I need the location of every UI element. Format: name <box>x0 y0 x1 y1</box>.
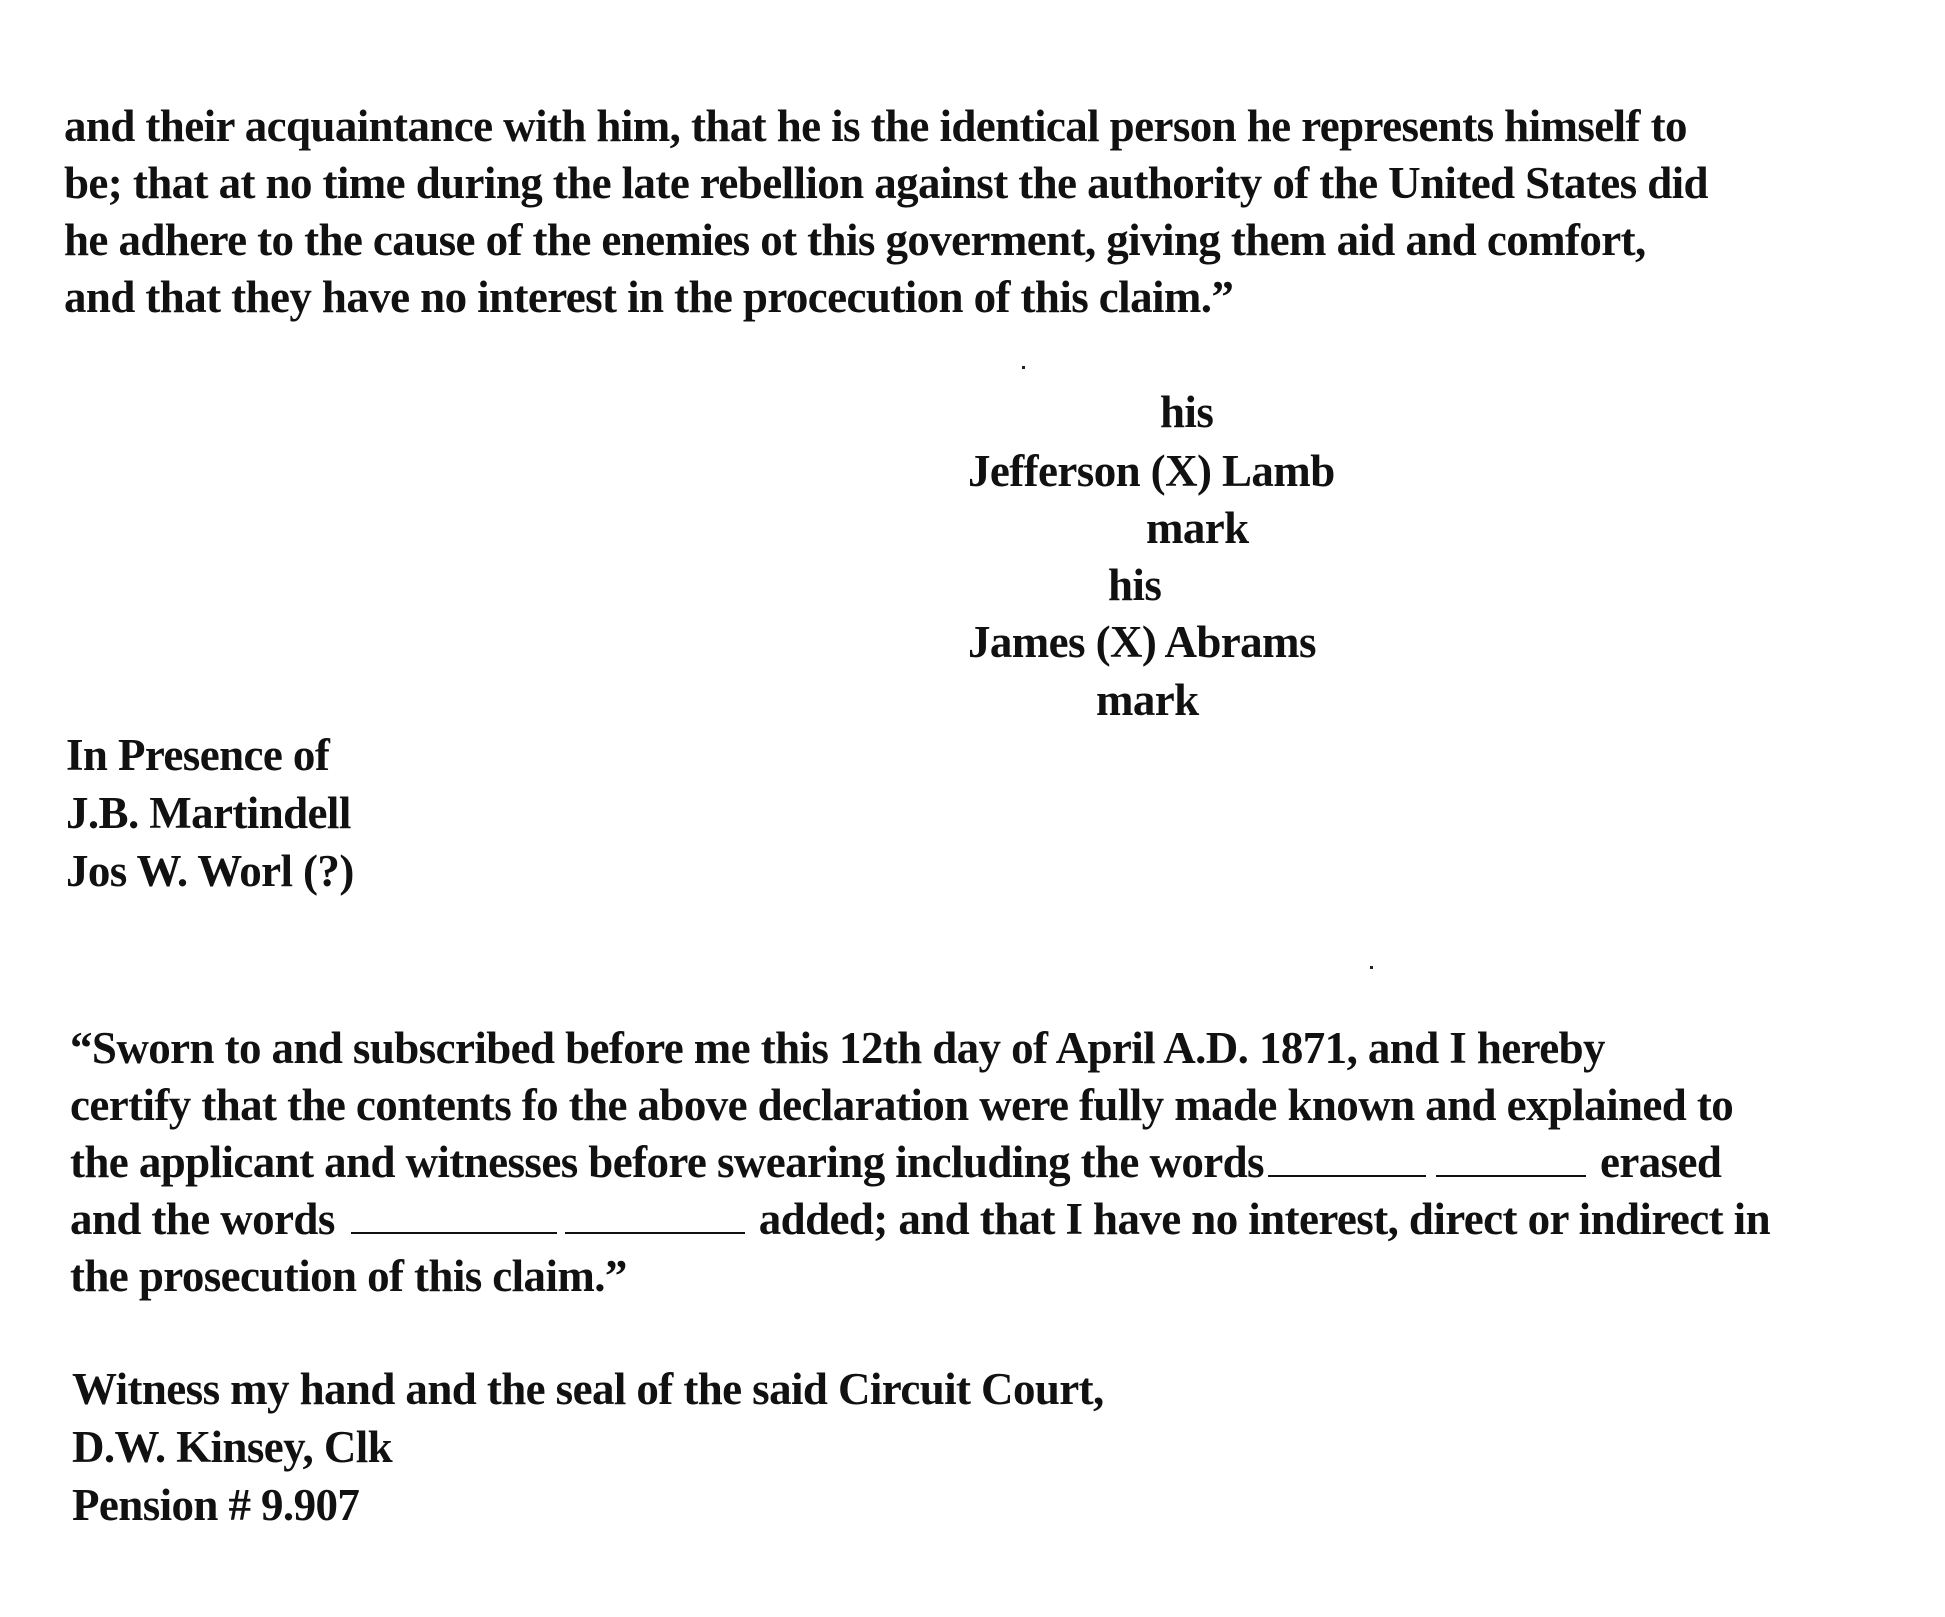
witness-heading: In Presence of <box>66 730 330 780</box>
declaration-paragraph <box>64 98 1708 326</box>
declaration-line: and that they have no interest in the procecution of this claim.” <box>64 272 1234 322</box>
signature-mark-label: mark <box>1096 675 1199 725</box>
certification-line <box>70 1191 1770 1248</box>
certification-line: certify that the contents fo the above declaration were fully made known and explained to <box>70 1080 1734 1130</box>
certification-text: added; and that I have no interest, direct or indirect in <box>758 1194 1771 1244</box>
certification-line: “Sworn to and subscribed before me this 12th day of April A.D. 1871, and I hereby <box>70 1023 1605 1073</box>
witness-name: J.B. Martindell <box>66 788 351 838</box>
signature-his-label: his <box>1108 560 1162 610</box>
declaration-line: be; that at no time during the late rebellion against the authority of the United States did <box>64 158 1708 208</box>
signature-name-jefferson-lamb: Jefferson (X) Lamb <box>968 446 1335 496</box>
clerk-name: D.W. Kinsey, Clk <box>72 1422 393 1472</box>
certification-text: the applicant and witnesses before swearing including the words <box>70 1137 1264 1187</box>
certification-text: erased <box>1599 1137 1722 1187</box>
witness-hand-line: Witness my hand and the seal of the said Circuit Court, <box>72 1364 1104 1414</box>
certification-line <box>70 1134 1770 1191</box>
closing-block <box>72 1360 1104 1534</box>
blank-field <box>351 1192 557 1234</box>
certification-text: and the words <box>70 1194 335 1244</box>
witness-name: Jos W. Worl (?) <box>66 846 354 896</box>
blank-field <box>1268 1135 1426 1177</box>
blank-field <box>1436 1135 1586 1177</box>
witness-block <box>66 726 354 900</box>
pension-number: Pension # 9.907 <box>72 1480 360 1530</box>
signature-his-label: his <box>1160 387 1214 437</box>
certification-line: the prosecution of this claim.” <box>70 1251 627 1301</box>
declaration-line: and their acquaintance with him, that he is the identical person he represents himself to <box>64 101 1687 151</box>
scan-speck <box>1370 966 1373 969</box>
declaration-line: he adhere to the cause of the enemies ot this goverment, giving them aid and comfort, <box>64 215 1646 265</box>
signature-name-james-abrams: James (X) Abrams <box>968 617 1316 667</box>
scan-speck <box>1022 366 1025 369</box>
certification-paragraph <box>70 1020 1770 1305</box>
signature-mark-label: mark <box>1146 503 1249 553</box>
blank-field <box>565 1192 745 1234</box>
